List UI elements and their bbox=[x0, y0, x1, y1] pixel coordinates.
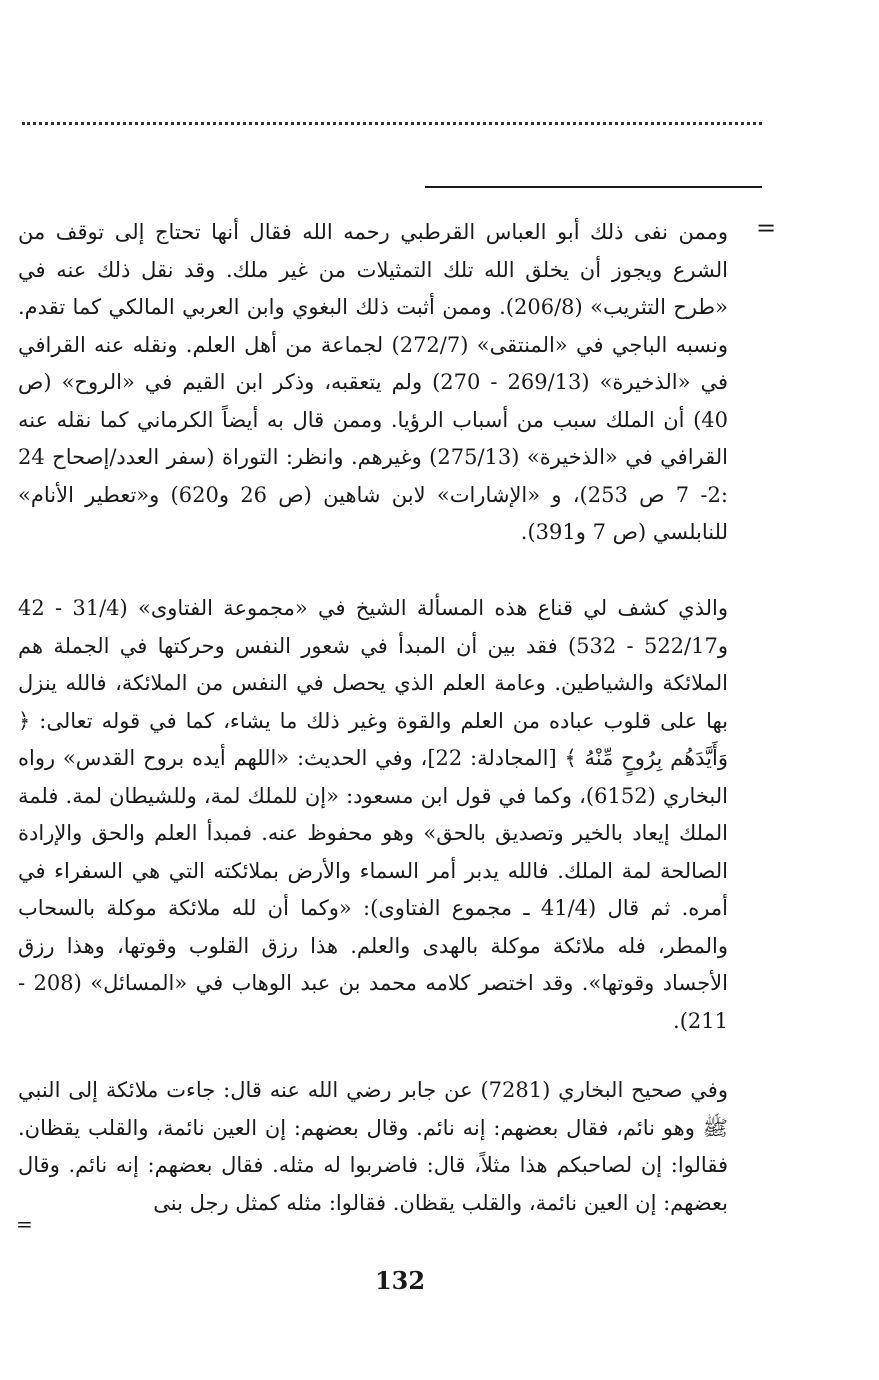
footnote-rule bbox=[425, 186, 762, 188]
page-number: 132 bbox=[374, 1266, 426, 1295]
footnote-block bbox=[18, 214, 728, 552]
dotted-separator bbox=[22, 122, 762, 145]
body-paragraph-1: والذي كشف لي قناع هذه المسألة الشيخ في «مجموعة الفتاوى» (31/4 - 42 و522/17 - 532) فقد بين أن المبدأ في شعور النفس وحركتها في الجملة هم الملائكة والشياطين. وعامة العلم الذي يحصل في النفس من الملائكة، فالله ينزل بها على قلوب عباده من العلم والقوة وغير ذلك ما يشاء، كما في قوله تعالى: ﴿ وَأَيَّدَهُم بِرُوحٍ مِّنْهُ ﴾ [المجادلة: 22]، وفي الحديث: «اللهم أيده بروح القدس» رواه البخاري (6152)، وكما في قول ابن مسعود: «إن للملك لمة، وللشيطان لمة. فلمة الملك إيعاد بالخير وتصديق بالحق» وهو محفوظ عنه. فمبدأ العلم والحق والإرادة الصالحة لمة الملك. فالله يدبر أمر السماء والأرض بملائكته التي هي السفراء في أمره. ثم قال (41/4 ـ مجموع الفتاوى): «وكما أن لله ملائكة موكلة بالسحاب والمطر، فله ملائكة موكلة بالهدى والعلم. هذا رزق القلوب وقوتها، وهذا رزق الأجساد وقوتها». وقد اختصر كلامه محمد بن عبد الوهاب في «المسائل» (208 - 211). bbox=[18, 596, 728, 1033]
footnote-text: وممن نفى ذلك أبو العباس القرطبي رحمه الله فقال أنها تحتاج إلى توقف من الشرع ويجوز أن يخلق الله تلك التمثيلات من غير ملك. وقد نقل ذلك عنه في «طرح التثريب» (206/8). وممن أثبت ذلك البغوي وابن العربي المالكي كما تقدم. ونسبه الباجي في «المنتقى» (272/7) لجماعة من أهل العلم. ونقله عنه القرافي في «الذخيرة» (269/13 - 270) ولم يتعقبه، وذكر ابن القيم في «الروح» (ص 40) أن الملك سبب من أسباب الرؤيا. وممن قال به أيضاً الكرماني كما نقله عنه القرافي في «الذخيرة» (275/13) وغيرهم. وانظر: التوراة (سفر العدد/إصحاح 24 :2- 7 ص 253)، و «الإشارات» لابن شاهين (ص 26 و620) و«تعطير الأنام» للنابلسي (ص 7 و391). bbox=[18, 220, 729, 544]
footnote-continuation-marker: = bbox=[756, 214, 777, 242]
page-continuation-marker: = bbox=[16, 1212, 33, 1236]
body-paragraph-2: وفي صحيح البخاري (7281) عن جابر رضي الله عنه قال: جاءت ملائكة إلى النبي ﷺ وهو نائم، فقال بعضهم: إنه نائم. وقال بعضهم: إن العين نائمة، والقلب يقظان. فقالوا: إن لصاحبكم هذا مثلاً، قال: فاضربوا له مثله. فقال بعضهم: إنه نائم. وقال بعضهم: إن العين نائمة، والقلب يقظان. فقالوا: مثله كمثل رجل بنى bbox=[18, 1078, 728, 1215]
